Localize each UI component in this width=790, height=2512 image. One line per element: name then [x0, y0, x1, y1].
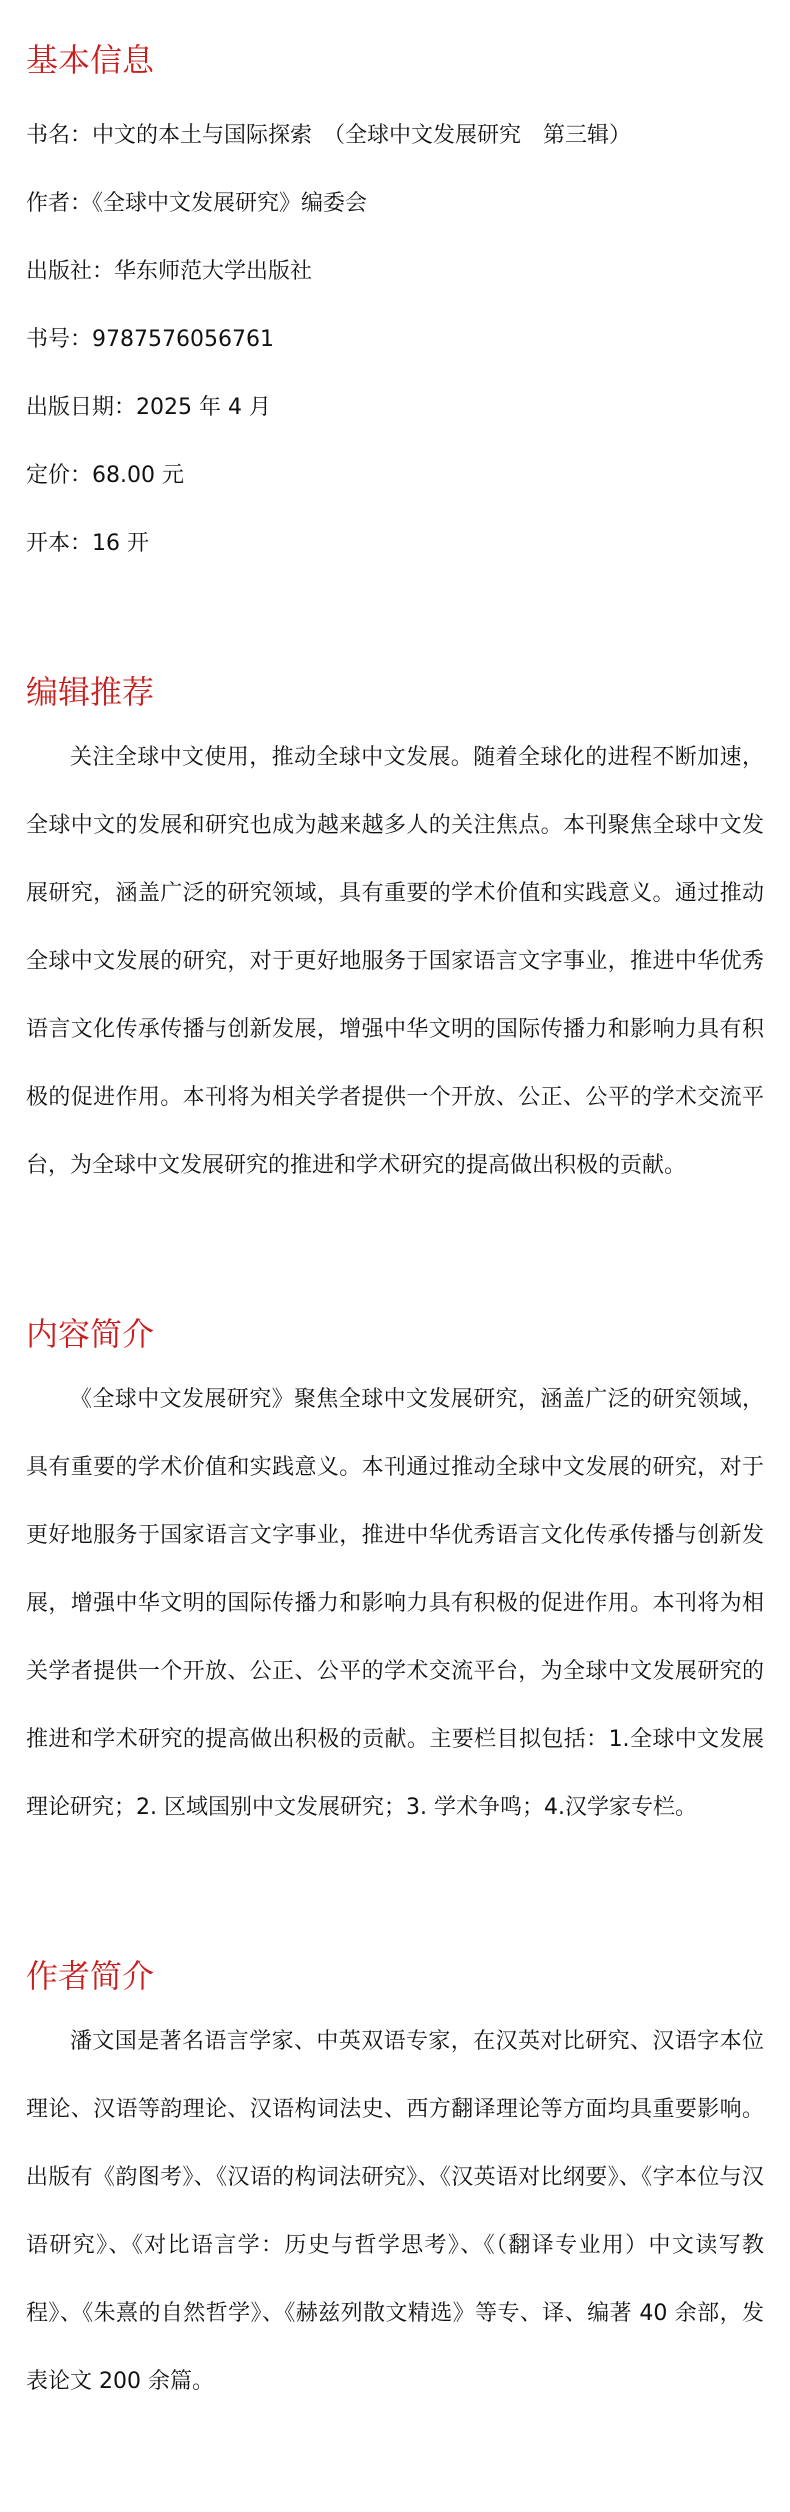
info-price: 定价：68.00 元 — [26, 463, 184, 488]
info-isbn: 书号：9787576056761 — [26, 327, 274, 352]
editor-recommendation-heading: 编辑推荐 — [26, 673, 155, 711]
editor-recommendation-text: 关注全球中文使用，推动全球中文发展。随着全球化的进程不断加速，全球中文的发展和研究也成为越来越多人的关注焦点。本刊聚焦全球中文发展研究，涵盖广泛的研究领域，具有重要的学术价值和实践意义。通过推动全球中文发展的研究，对于更好地服务于国家语言文字事业，推进中华优秀语言文化传承传播与创新发展，增强中华文明的国际传播力和影响力具有积极的促进作用。本刊将为相关学者提供一个开放、公正、公平的学术交流平台，为全球中文发展研究的推进和学术研究的提高做出积极的贡献。 — [26, 745, 764, 1178]
info-author: 作者：《全球中文发展研究》编委会 — [26, 191, 368, 216]
info-book-title: 书名：中文的本土与国际探索 （全球中文发展研究 第三辑） — [26, 123, 632, 148]
author-intro-heading: 作者简介 — [26, 1957, 155, 1995]
basic-info-heading: 基本信息 — [26, 41, 155, 79]
info-publisher: 出版社：华东师范大学出版社 — [26, 259, 313, 284]
content-summary-heading: 内容简介 — [26, 1315, 155, 1353]
info-publish-date: 出版日期：2025 年 4 月 — [26, 395, 271, 420]
author-intro-text: 潘文国是著名语言学家、中英双语专家，在汉英对比研究、汉语字本位理论、汉语等韵理论、汉语构词法史、西方翻译理论等方面均具重要影响。出版有《韵图考》、《汉语的构词法研究》、《汉英语对比纲要》、《字本位与汉语研究》、《对比语言学：历史与哲学思考》、《（翻译专业用）中文读写教程》、《朱熹的自然哲学》、《赫兹列散文精选》等专、译、编著 40 余部，发表论文 200 余篇。 — [26, 2029, 764, 2394]
basic-info-list — [26, 102, 766, 578]
content-summary-text: 《全球中文发展研究》聚焦全球中文发展研究，涵盖广泛的研究领域，具有重要的学术价值和实践意义。本刊通过推动全球中文发展的研究，对于更好地服务于国家语言文字事业，推进中华优秀语言文化传承传播与创新发展，增强中华文明的国际传播力和影响力具有积极的促进作用。本刊将为相关学者提供一个开放、公正、公平的学术交流平台，为全球中文发展研究的推进和学术研究的提高做出积极的贡献。主要栏目拟包括：1.全球中文发展理论研究；2. 区域国别中文发展研究；3. 学术争鸣；4.汉学家专栏。 — [26, 1387, 764, 1820]
info-format: 开本：16 开 — [26, 531, 149, 556]
